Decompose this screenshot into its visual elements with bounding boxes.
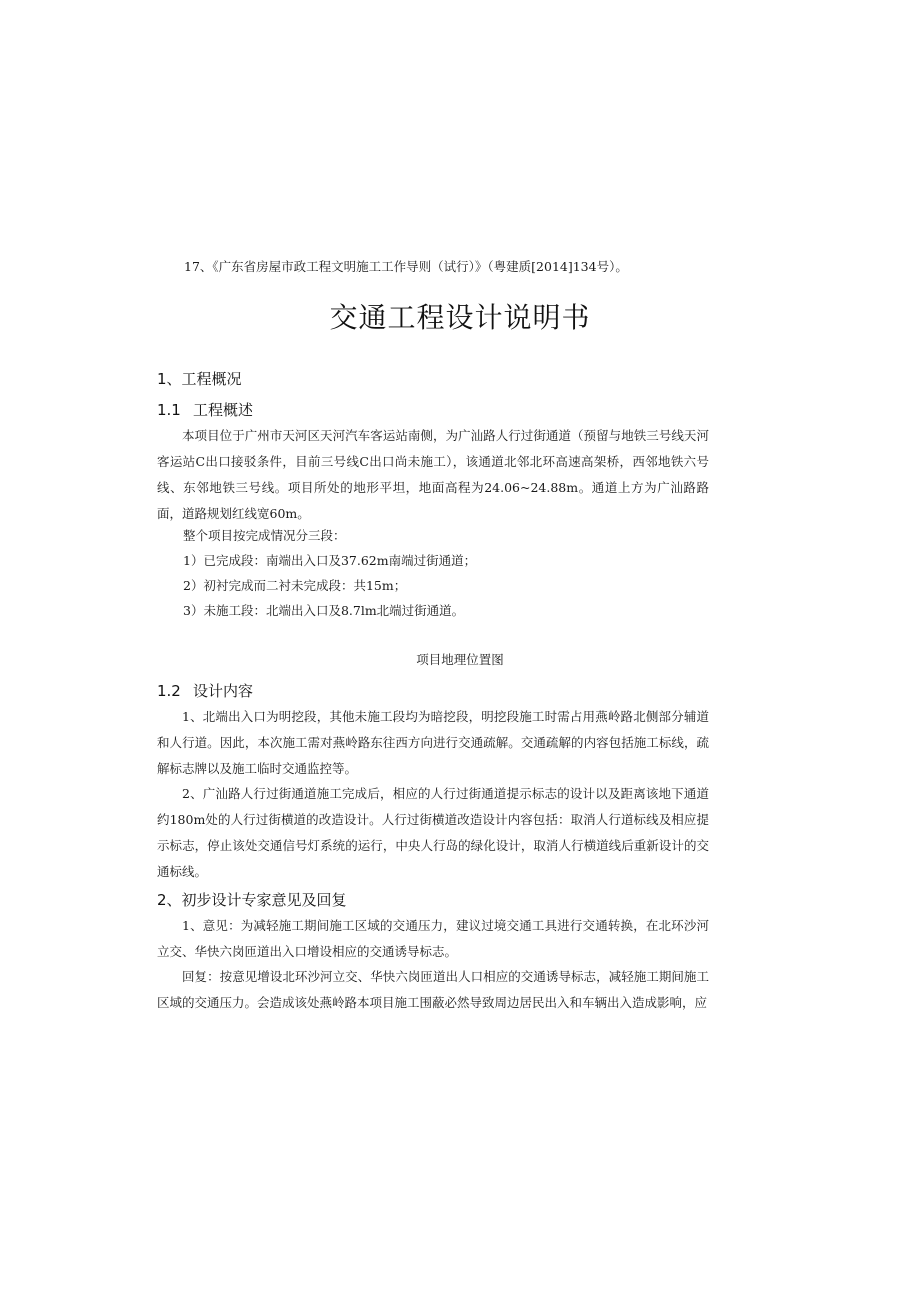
section-number: 1.1 [157,401,181,419]
stage-item-1: 1）已完成段：南端出入口及37.62m南端过街通道； [183,553,477,568]
reply-paragraph: 回复：按意见增设北环沙河立交、华快六岗匝道出人口相应的交通诱导标志，减轻施工期间施工区域的交通压力。会造成该处燕岭路本项目施工围蔽必然导致周边居民出入和车辆出入造成影响，应 [157,969,709,1010]
section-number: 1.2 [157,682,181,700]
stages-intro: 整个项目按完成情况分三段： [183,528,346,543]
stage-item-3: 3）未施工段：北端出入口及8.7lm北端过街通道。 [183,603,465,618]
figure-caption: 项目地理位置图 [416,652,504,667]
design-content-paragraph-1: 1、北端出入口为明挖段，其他未施工段均为暗挖段，明挖段施工时需占用燕岭路北侧部分辅道和人行道。因此，本次施工需对燕岭路东往西方向进行交通疏解。交通疏解的内容包括施工标线，疏解标志牌以及施工临时交通监控等。 [157,709,709,776]
document-title: 交通工程设计说明书 [329,301,591,334]
stage-item-2: 2）初衬完成而二衬未完成段：共15m； [183,578,407,593]
reference-item-17: 17、《广东省房屋市政工程文明施工工作导则（试行）》（粤建质[2014]134号）。 [184,259,628,274]
section-2-heading: 2、初步设计专家意见及回复 [157,891,347,909]
section-1-heading: 1、工程概况 [157,370,242,388]
overview-paragraph: 本项目位于广州市天河区天河汽车客运站南侧，为广汕路人行过街通道（预留与地铁三号线天河客运站C出口接驳条件，目前三号线C出口尚未施工），该通道北邻北环高速高架桥，西邻地铁六号线、东邻地铁三号线。项目所处的地形平坦，地面高程为24.06~24.88m。通道上方为广汕路路面，道路规划红线宽60m。 [157,428,709,521]
section-1-1-heading [157,399,253,421]
section-title: 工程概述 [193,401,254,419]
expert-opinion-paragraph: 1、意见：为减轻施工期间施工区域的交通压力，建议过境交通工具进行交通转换，在北环沙河立交、华快六岗匝道出入口增设相应的交通诱导标志。 [157,918,709,959]
section-1-2-heading [157,680,253,702]
design-content-paragraph-2: 2、广汕路人行过街通道施工完成后，相应的人行过街通道提示标志的设计以及距离该地下通道约180m处的人行过街横道的改造设计。人行过街横道改造设计内容包括：取消人行道标线及相应提示标志，停止该处交通信号灯系统的运行，中央人行岛的绿化设计，取消人行横道线后重新设计的交通标线。 [157,786,709,879]
section-title: 设计内容 [193,682,254,700]
